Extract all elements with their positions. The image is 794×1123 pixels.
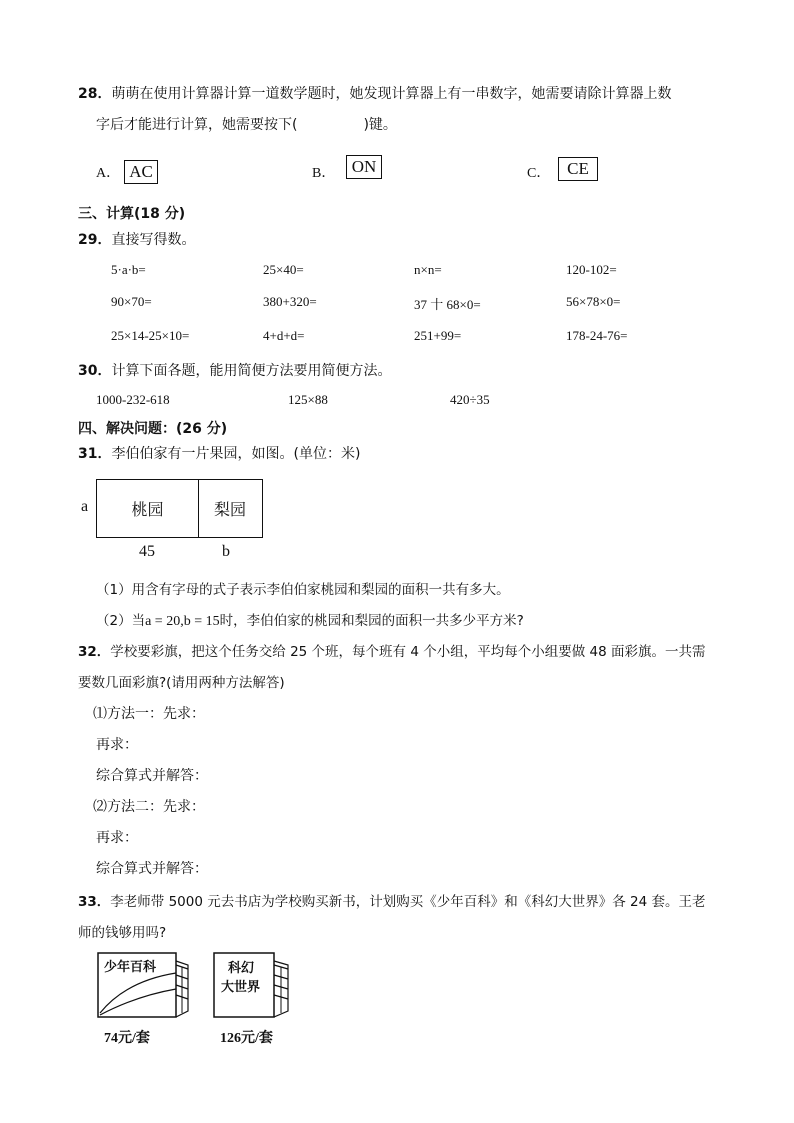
q29-item: 25×40= [263,262,304,277]
q28-option-a-letter: A． [96,166,121,181]
q28-text-line2-end: )键。 [363,117,397,133]
q31-number: 31． [78,446,112,462]
q29-item: 380+320= [263,294,317,309]
q28-line1 [78,83,671,103]
q30-item: 1000-232-618 [96,392,170,407]
q33-text-line1: 李老师带 5000 元去书店为学校购买新书，计划购买《少年百科》和《科幻大世界》各 24 套。王老 [110,894,706,910]
q29-item: 4+d+d= [263,328,305,343]
q29-text: 直接写得数。 [111,232,196,248]
q28-option-a-key[interactable]: AC [124,160,158,184]
q31-sub2 [96,609,524,630]
q32-method1-first: ⑴方法一：先求： [93,706,205,722]
q29-item: 37 十 68×0= [414,297,481,312]
q30-number: 30． [78,363,112,379]
q28-text-line2: 字后才能进行计算，她需要按下( [96,117,298,133]
q32-text-line1: 学校要彩旗，把这个任务交给 25 个班，每个班有 4 个小组，平均每个小组要做 48 面彩旗。一共需 [110,644,706,660]
q33-line1 [78,890,706,910]
q29-item: 178-24-76= [566,328,628,343]
q29-item: 25×14-25×10= [111,328,190,343]
q29-item: 56×78×0= [566,294,621,309]
garden-bottom-left-label: 45 [139,543,155,560]
q32-method2-then: 再求： [96,830,138,846]
peach-garden-region [97,480,199,537]
q29-item: 120-102= [566,262,617,277]
q30-item: 420÷35 [450,392,490,407]
book-2-price: 126元/套 [220,1031,273,1046]
garden-side-label: a [81,498,89,515]
book-1-title: 少年百科 [104,960,157,975]
q28-option-b-key[interactable]: ON [346,155,382,179]
q33-line2: 师的钱够用吗? [78,925,167,941]
q33-number: 33． [78,894,111,910]
q29-item: 90×70= [111,294,152,309]
q31-sub2-math: a = 20,b = 15 [145,614,220,629]
q32-method2-combined: 综合算式并解答： [96,861,208,877]
q29-number: 29． [78,232,112,248]
q31-sub2-prefix: （2）当 [96,613,146,629]
q32-line2: 要数几面彩旗?(请用两种方法解答) [78,675,285,691]
q32-line1 [78,640,706,660]
q30-header [78,360,391,380]
q28-line2 [96,114,397,134]
q32-method1-combined: 综合算式并解答： [96,768,208,784]
q28-option-b-letter: B． [312,166,336,181]
q30-text: 计算下面各题，能用简便方法要用简便方法。 [111,363,392,379]
garden-bottom-right-label: b [222,543,230,560]
q29-item: n×n= [414,262,442,277]
q31-sub2-suffix: 时，李伯伯家的桃园和梨园的面积一共多少平方米? [219,613,524,629]
q31-sub1: （1）用含有字母的式子表示李伯伯家桃园和梨园的面积一共有多大。 [96,582,510,598]
q32-number: 32． [78,644,111,660]
book-1-price: 74元/套 [104,1031,150,1046]
q31-header [78,443,360,463]
q29-item: 251+99= [414,328,462,343]
q29-item: 5·a·b= [111,262,146,277]
book-shaonian-baike [96,951,196,1021]
orchard-diagram [96,479,263,538]
book-kehuan-dashijie [212,951,302,1021]
q28-option-c-key[interactable]: CE [558,157,598,181]
q28-option-c-letter: C． [527,166,551,181]
book-2-title-line2: 大世界 [221,980,261,995]
book-2-title-line1: 科幻 [228,961,255,976]
q32-method2-first: ⑵方法二：先求： [93,799,205,815]
pear-garden-label: 梨园 [213,500,246,519]
peach-garden-label: 桃园 [131,500,164,519]
q32-method1-then: 再求： [96,737,138,753]
section-4-heading: 四、解决问题：(26 分) [78,421,228,437]
q28-text-line1: 萌萌在使用计算器计算一道数学题时，她发现计算器上有一串数字，她需要请除计算器上数 [111,86,672,102]
pear-garden-region [198,480,262,537]
section-3-heading: 三、计算(18 分) [78,206,186,222]
q29-header [78,229,195,249]
q30-item: 125×88 [288,392,328,407]
q31-text: 李伯伯家有一片果园，如图。(单位：米) [111,446,361,462]
q28-number: 28． [78,86,112,102]
